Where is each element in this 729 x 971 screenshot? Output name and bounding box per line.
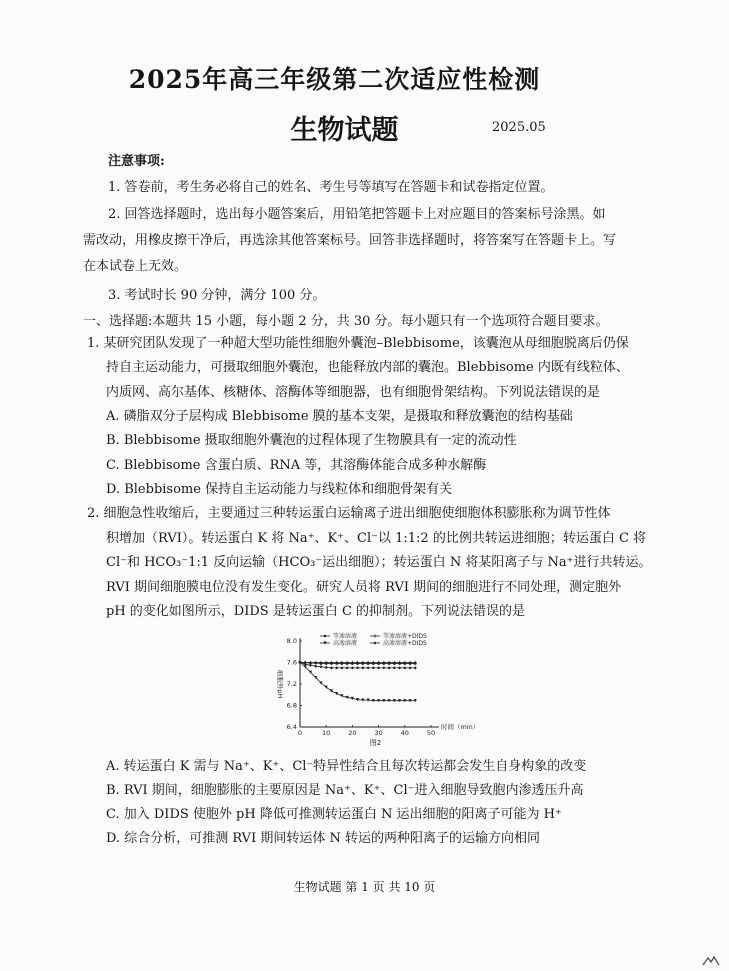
- y-tick-label: 7.6: [286, 658, 297, 667]
- data-point-series-4: [314, 665, 317, 668]
- y-tick-label: 8.0: [286, 637, 297, 646]
- ph-line-chart: [268, 632, 480, 752]
- data-point-series-4: [330, 666, 333, 669]
- notice-item: 2. 回答选择题时，选出每小题答案后，用铅笔把答题卡上对应题目的答案标号涂黑。如: [108, 207, 606, 222]
- section-heading: 一、选择题:本题共 15 小题，每小题 2 分，共 30 分。每小题只有一个选项符合题目要求。: [83, 314, 609, 329]
- question-1-line: 1. 某研究团队发现了一种超大型功能性细胞外囊泡–Blebbisome，该囊泡从母细胞脱离后仍保: [87, 336, 629, 351]
- data-point-series-3: [330, 689, 333, 692]
- data-point-series-4: [398, 666, 401, 669]
- y-tick-label: 7.2: [286, 680, 297, 689]
- question-1-option-a: A. 磷脂双分子层构成 Blebbisome 膜的基本支架，是摄取和释放囊泡的结构基础: [106, 409, 573, 424]
- question-2-option-a: A. 转运蛋白 K 需与 Na⁺、K⁺、Cl⁻特异性结合且每次转运都会发生自身构象的改变: [106, 759, 587, 774]
- question-2-line: pH 的变化如图所示，DIDS 是转运蛋白 C 的抑制剂。下列说法错误的是: [106, 604, 526, 619]
- question-2-line: RVI 期间细胞膜电位没有发生变化。研究人员将 RVI 期间的细胞进行不同处理，测定胞外: [106, 580, 622, 595]
- data-point-series-4: [319, 665, 322, 668]
- data-point-series-4: [309, 664, 312, 667]
- legend-label: 高渗溶液: [333, 640, 358, 648]
- corner-scan-mark-icon: [702, 956, 720, 966]
- data-point-series-4: [335, 666, 338, 669]
- data-point-series-4: [372, 666, 375, 669]
- x-tick-label: 40: [400, 729, 409, 737]
- data-point-series-4: [377, 666, 380, 669]
- page-footer: 生物试题 第 1 页 共 10 页: [293, 880, 436, 894]
- question-1-option-b: B. Blebbisome 摄取细胞外囊泡的过程体现了生物膜具有一定的流动性: [106, 433, 517, 448]
- question-1-line: 持自主运动能力，可摄取细胞外囊泡，也能释放内部的囊泡。Blebbisome 内既有线粒体、: [106, 360, 629, 375]
- question-1-line: 内质网、高尔基体、核糖体、溶酶体等细胞器，也有细胞骨架结构。下列说法错误的是: [106, 385, 601, 400]
- data-point-series-4: [351, 666, 354, 669]
- y-tick-label: 6.4: [286, 723, 297, 732]
- data-point-series-4: [340, 666, 343, 669]
- data-point-series-4: [356, 666, 359, 669]
- data-point-series-4: [387, 666, 390, 669]
- legend-marker: [373, 634, 376, 637]
- question-2-option-c: C. 加入 DIDS 使胞外 pH 降低可推测转运蛋白 N 运出细胞的阳离子可能为 H⁺: [106, 807, 562, 822]
- figure-caption: 图2: [369, 739, 382, 747]
- notice-item: 在本试卷上无效。: [83, 259, 188, 274]
- notice-item: 3. 考试时长 90 分钟，满分 100 分。: [108, 288, 326, 303]
- data-point-series-4: [325, 666, 328, 669]
- question-2-option-b: B. RVI 期间，细胞膨胀的主要原因是 Na⁺、K⁺、Cl⁻进入细胞导致胞内渗透压升高: [106, 783, 584, 798]
- question-2-line: 积增加（RVI）。转运蛋白 K 将 Na⁺、K⁺、Cl⁻以 1:1:2 的比例共转运进细胞；转运蛋白 C 将: [106, 531, 647, 546]
- data-point-series-4: [393, 666, 396, 669]
- x-tick-label: 10: [322, 729, 331, 737]
- data-point-series-4: [382, 666, 385, 669]
- x-tick-label: 0: [297, 729, 303, 737]
- question-2-line: 2. 细胞急性收缩后，主要通过三种转运蛋白运输离子进出细胞使细胞体积膨胀称为调节性体: [87, 506, 611, 521]
- data-point-series-4: [414, 666, 417, 669]
- data-point-series-4: [346, 666, 349, 669]
- data-point-series-3: [335, 692, 338, 695]
- legend-label: 等渗溶液: [333, 633, 358, 641]
- y-tick-label: 6.8: [286, 701, 297, 710]
- x-tick-label: 30: [374, 729, 383, 737]
- legend-marker: [373, 641, 376, 644]
- y-axis-label: 细胞外pH: [276, 669, 284, 699]
- question-1-option-c: C. Blebbisome 含蛋白质、RNA 等，其溶酶体能合成多种水解酶: [106, 458, 487, 473]
- notice-heading: 注意事项:: [108, 154, 165, 169]
- legend-marker: [324, 635, 327, 638]
- legend-label: 高渗溶液+DIDS: [383, 640, 427, 648]
- notice-item: 1. 答卷前，考生务必将自己的姓名、考生号等填写在答题卡和试卷指定位置。: [108, 180, 554, 195]
- question-2-option-d: D. 综合分析，可推测 RVI 期间转运体 N 转运的两种阳离子的运输方向相同: [106, 831, 540, 846]
- notice-item: 需改动，用橡皮擦干净后，再选涂其他答案标号。回答非选择题时，将答案写在答题卡上。写: [83, 233, 617, 248]
- subject-title: 生物试题: [290, 115, 399, 146]
- question-1-option-d: D. Blebbisome 保持自主运动能力与线粒体和细胞骨架有关: [106, 482, 453, 497]
- x-tick-label: 20: [348, 729, 357, 737]
- data-point-series-4: [403, 666, 406, 669]
- data-point-series-4: [367, 666, 370, 669]
- x-axis-label: 时间（min）: [441, 723, 480, 731]
- exam-title: 2025年高三年级第二次适应性检测: [128, 65, 541, 94]
- legend-label: 等渗溶液+DIDS: [383, 633, 427, 641]
- question-2-line: Cl⁻和 HCO₃⁻1:1 反向运输（HCO₃⁻运出细胞）；转运蛋白 N 将某阳离子与 Na⁺进行共转运。: [106, 555, 652, 570]
- x-tick-label: 50: [426, 729, 436, 737]
- data-point-series-4: [361, 666, 364, 669]
- data-point-series-4: [408, 666, 411, 669]
- exam-date: 2025.05: [492, 120, 546, 135]
